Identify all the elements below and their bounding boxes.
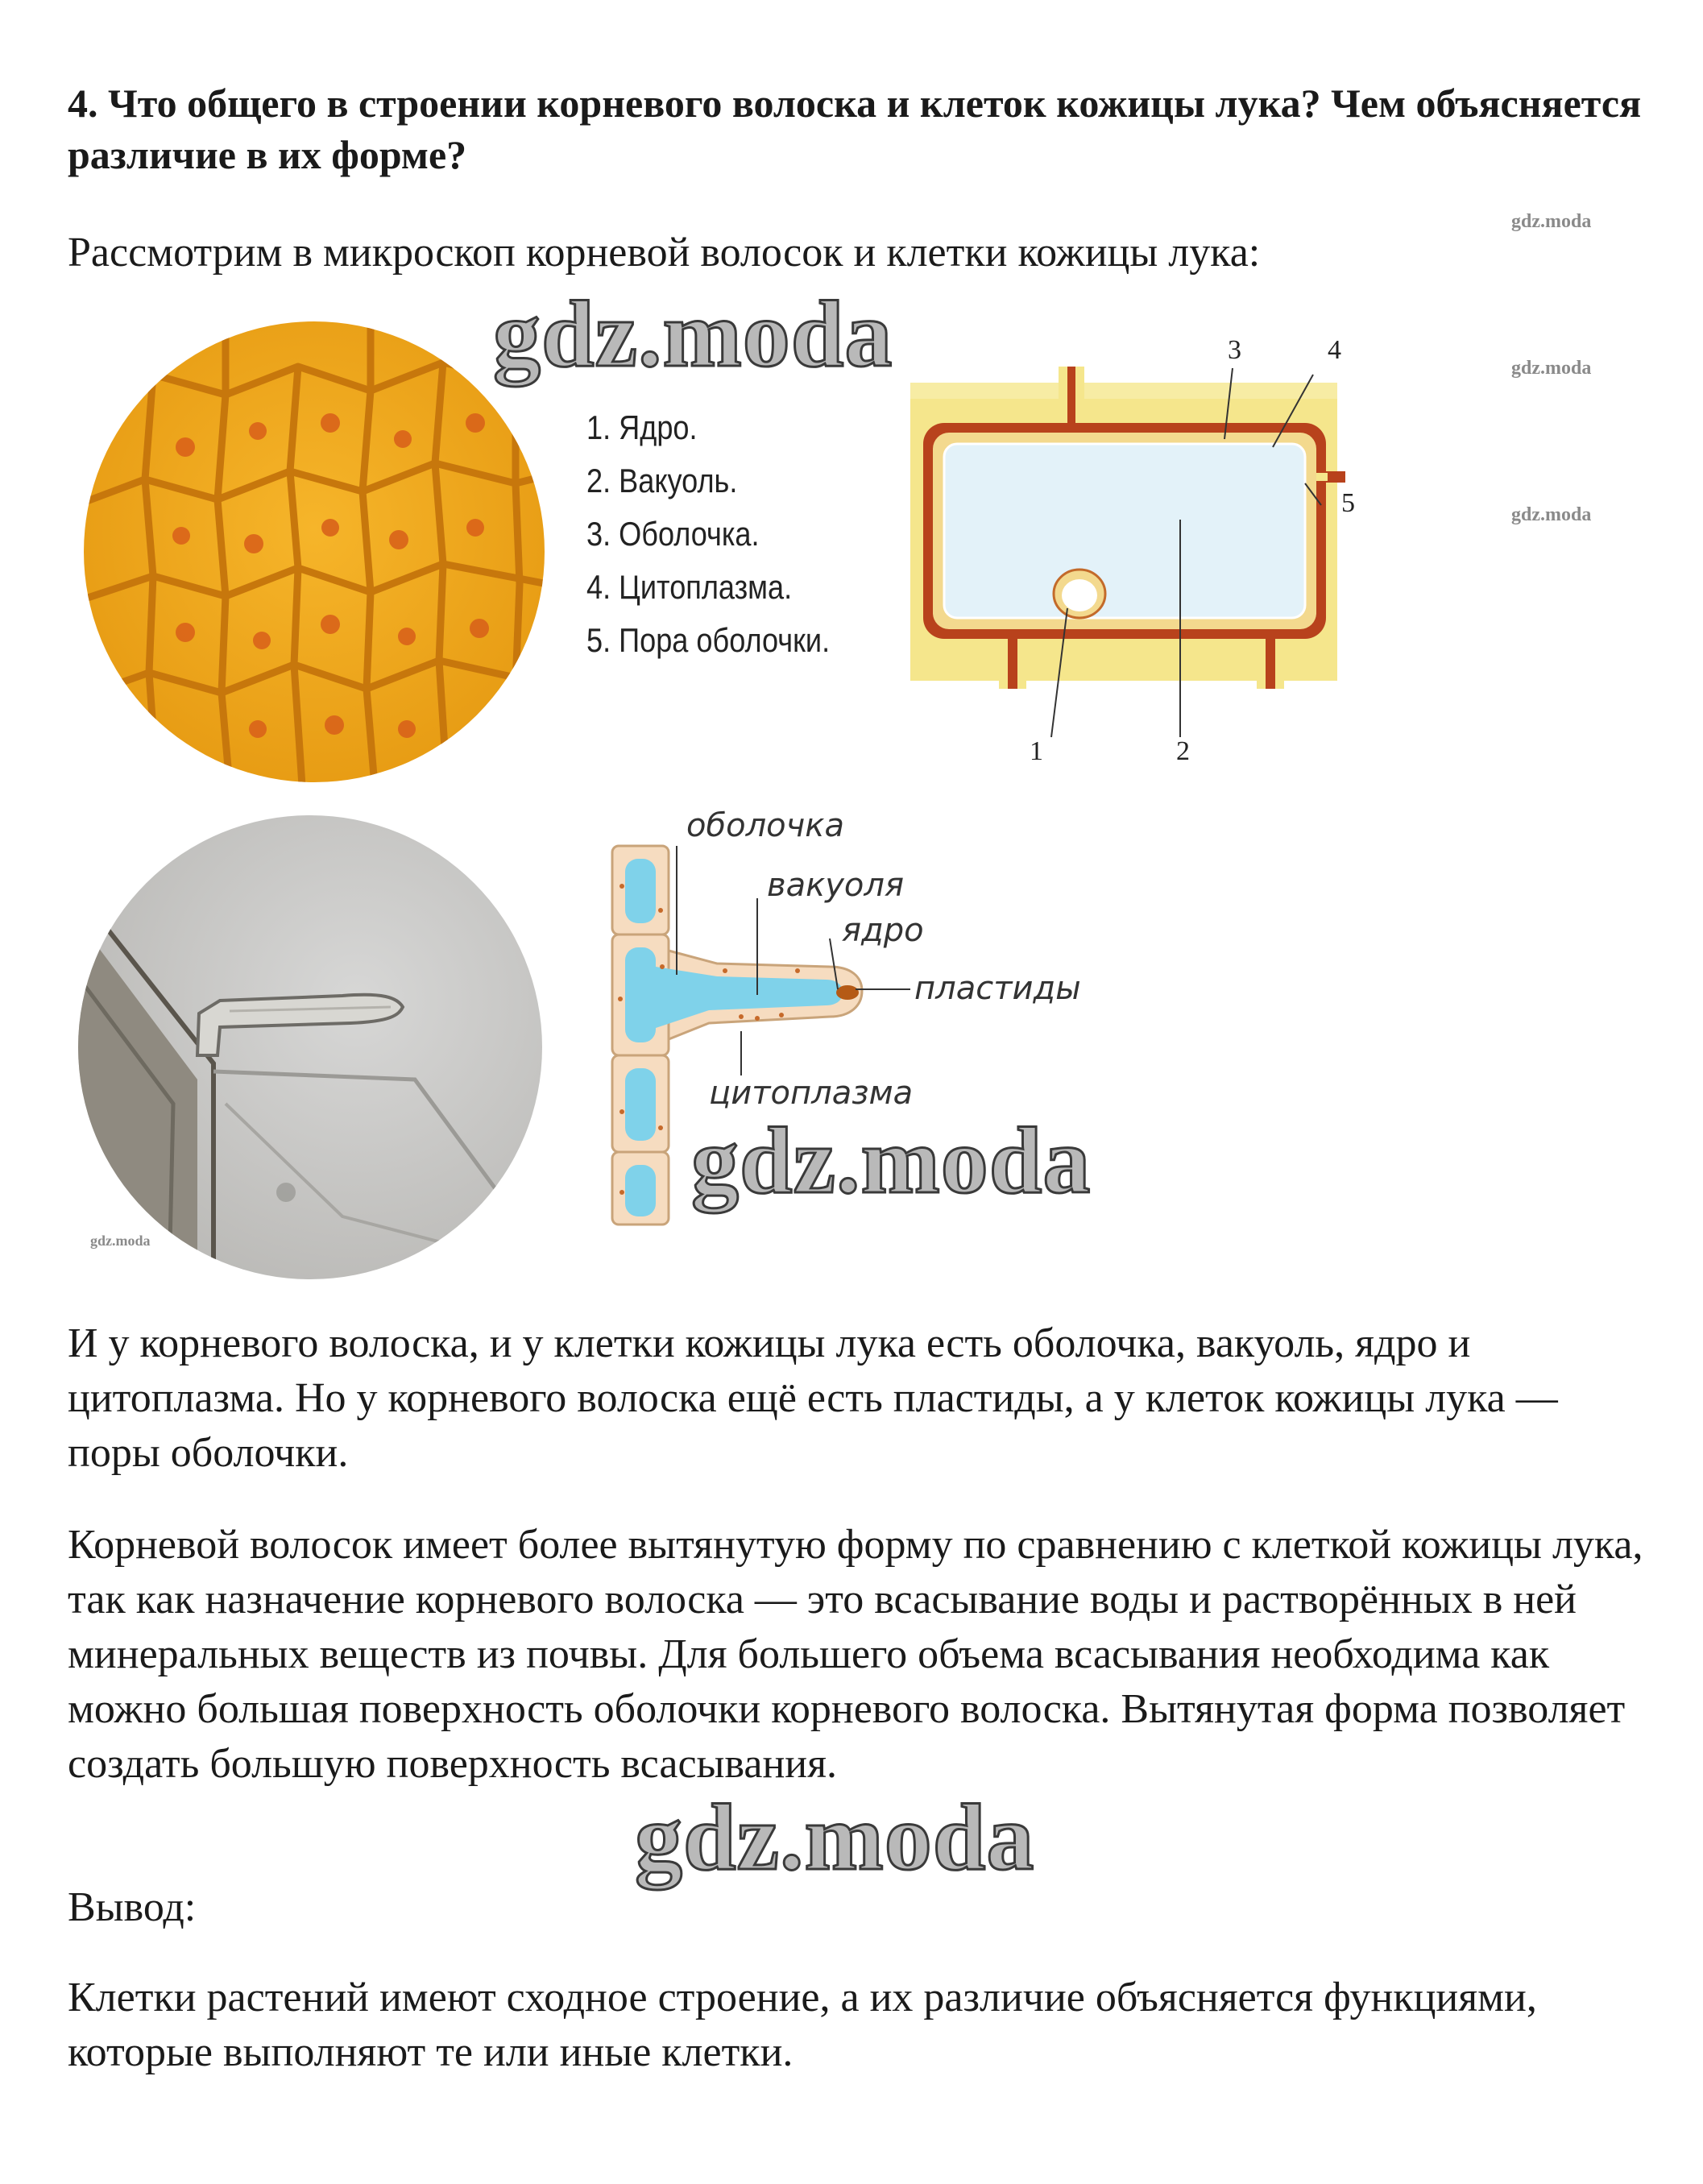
paragraph-similarities: И у корневого волоска, и у клетки кожицы лука есть оболочка, вакуоль, ядро и цитоплазма. Но у корневого волоска ещё есть пластиды, а у клеток кожицы лука — поры оболочки. (68, 1320, 1558, 1476)
root-label-vacuole: вакуоля (767, 867, 905, 904)
watermark-big-3: gdz.moda (635, 1784, 1035, 1890)
watermark-big-1: gdz.moda (493, 281, 893, 387)
legend-item-nucleus: 1. Ядро. (586, 408, 698, 446)
root-label-plastids: пластиды (914, 970, 1081, 1007)
conclusion-heading: Вывод: (68, 1884, 197, 1930)
paragraph-shape-explanation: Корневой волосок имеет более вытянутую форму по сравнению с клеткой кожицы лука, так как назначение корневого волоска — это всасывание воды и растворённых в ней минеральных веществ из почвы. Для большего объема всасывания необходима как можно большая поверхность оболочки корневого волоска. Вытянутая форма позволяет создать большую поверхность всасывания. (68, 1522, 1643, 1787)
root-label-cytoplasm: цитоплазма (709, 1075, 914, 1112)
watermark-small-3: gdz.moda (1511, 504, 1592, 525)
legend-item-membrane: 3. Оболочка. (586, 515, 760, 553)
onion-num-2: 2 (1176, 736, 1190, 766)
onion-num-3: 3 (1228, 335, 1241, 365)
conclusion-text: Клетки растений имеют сходное строение, а их различие объясняется функциями, которые выполняют те или иные клетки. (68, 1975, 1537, 2075)
watermark-big-2: gdz.moda (691, 1108, 1092, 1213)
onion-num-1: 1 (1030, 736, 1043, 766)
root-label-nucleus: ядро (842, 912, 924, 949)
onion-num-5: 5 (1341, 488, 1355, 518)
onion-skin-micrograph (81, 318, 548, 785)
watermark-small-4: gdz.moda (90, 1233, 151, 1249)
legend-item-cytoplasm: 4. Цитоплазма. (586, 568, 793, 606)
legend-item-vacuole: 2. Вакуоль. (586, 462, 738, 499)
root-label-membrane: оболочка (686, 807, 844, 844)
onion-cell-diagram (902, 318, 1353, 769)
legend-item-pore: 5. Пора оболочки. (586, 621, 831, 659)
question-heading: 4. Что общего в строении корневого волоска и клеток кожицы лука? Чем объясняется различие в их форме? (68, 81, 1642, 177)
onion-num-4: 4 (1328, 335, 1341, 365)
watermark-small-2: gdz.moda (1511, 358, 1592, 379)
onion-legend (586, 401, 830, 667)
intro-text: Рассмотрим в микроскоп корневой волосок и клетки кожицы лука: (68, 230, 1261, 276)
root-hair-micrograph (77, 814, 544, 1281)
watermark-small-1: gdz.moda (1511, 211, 1592, 232)
